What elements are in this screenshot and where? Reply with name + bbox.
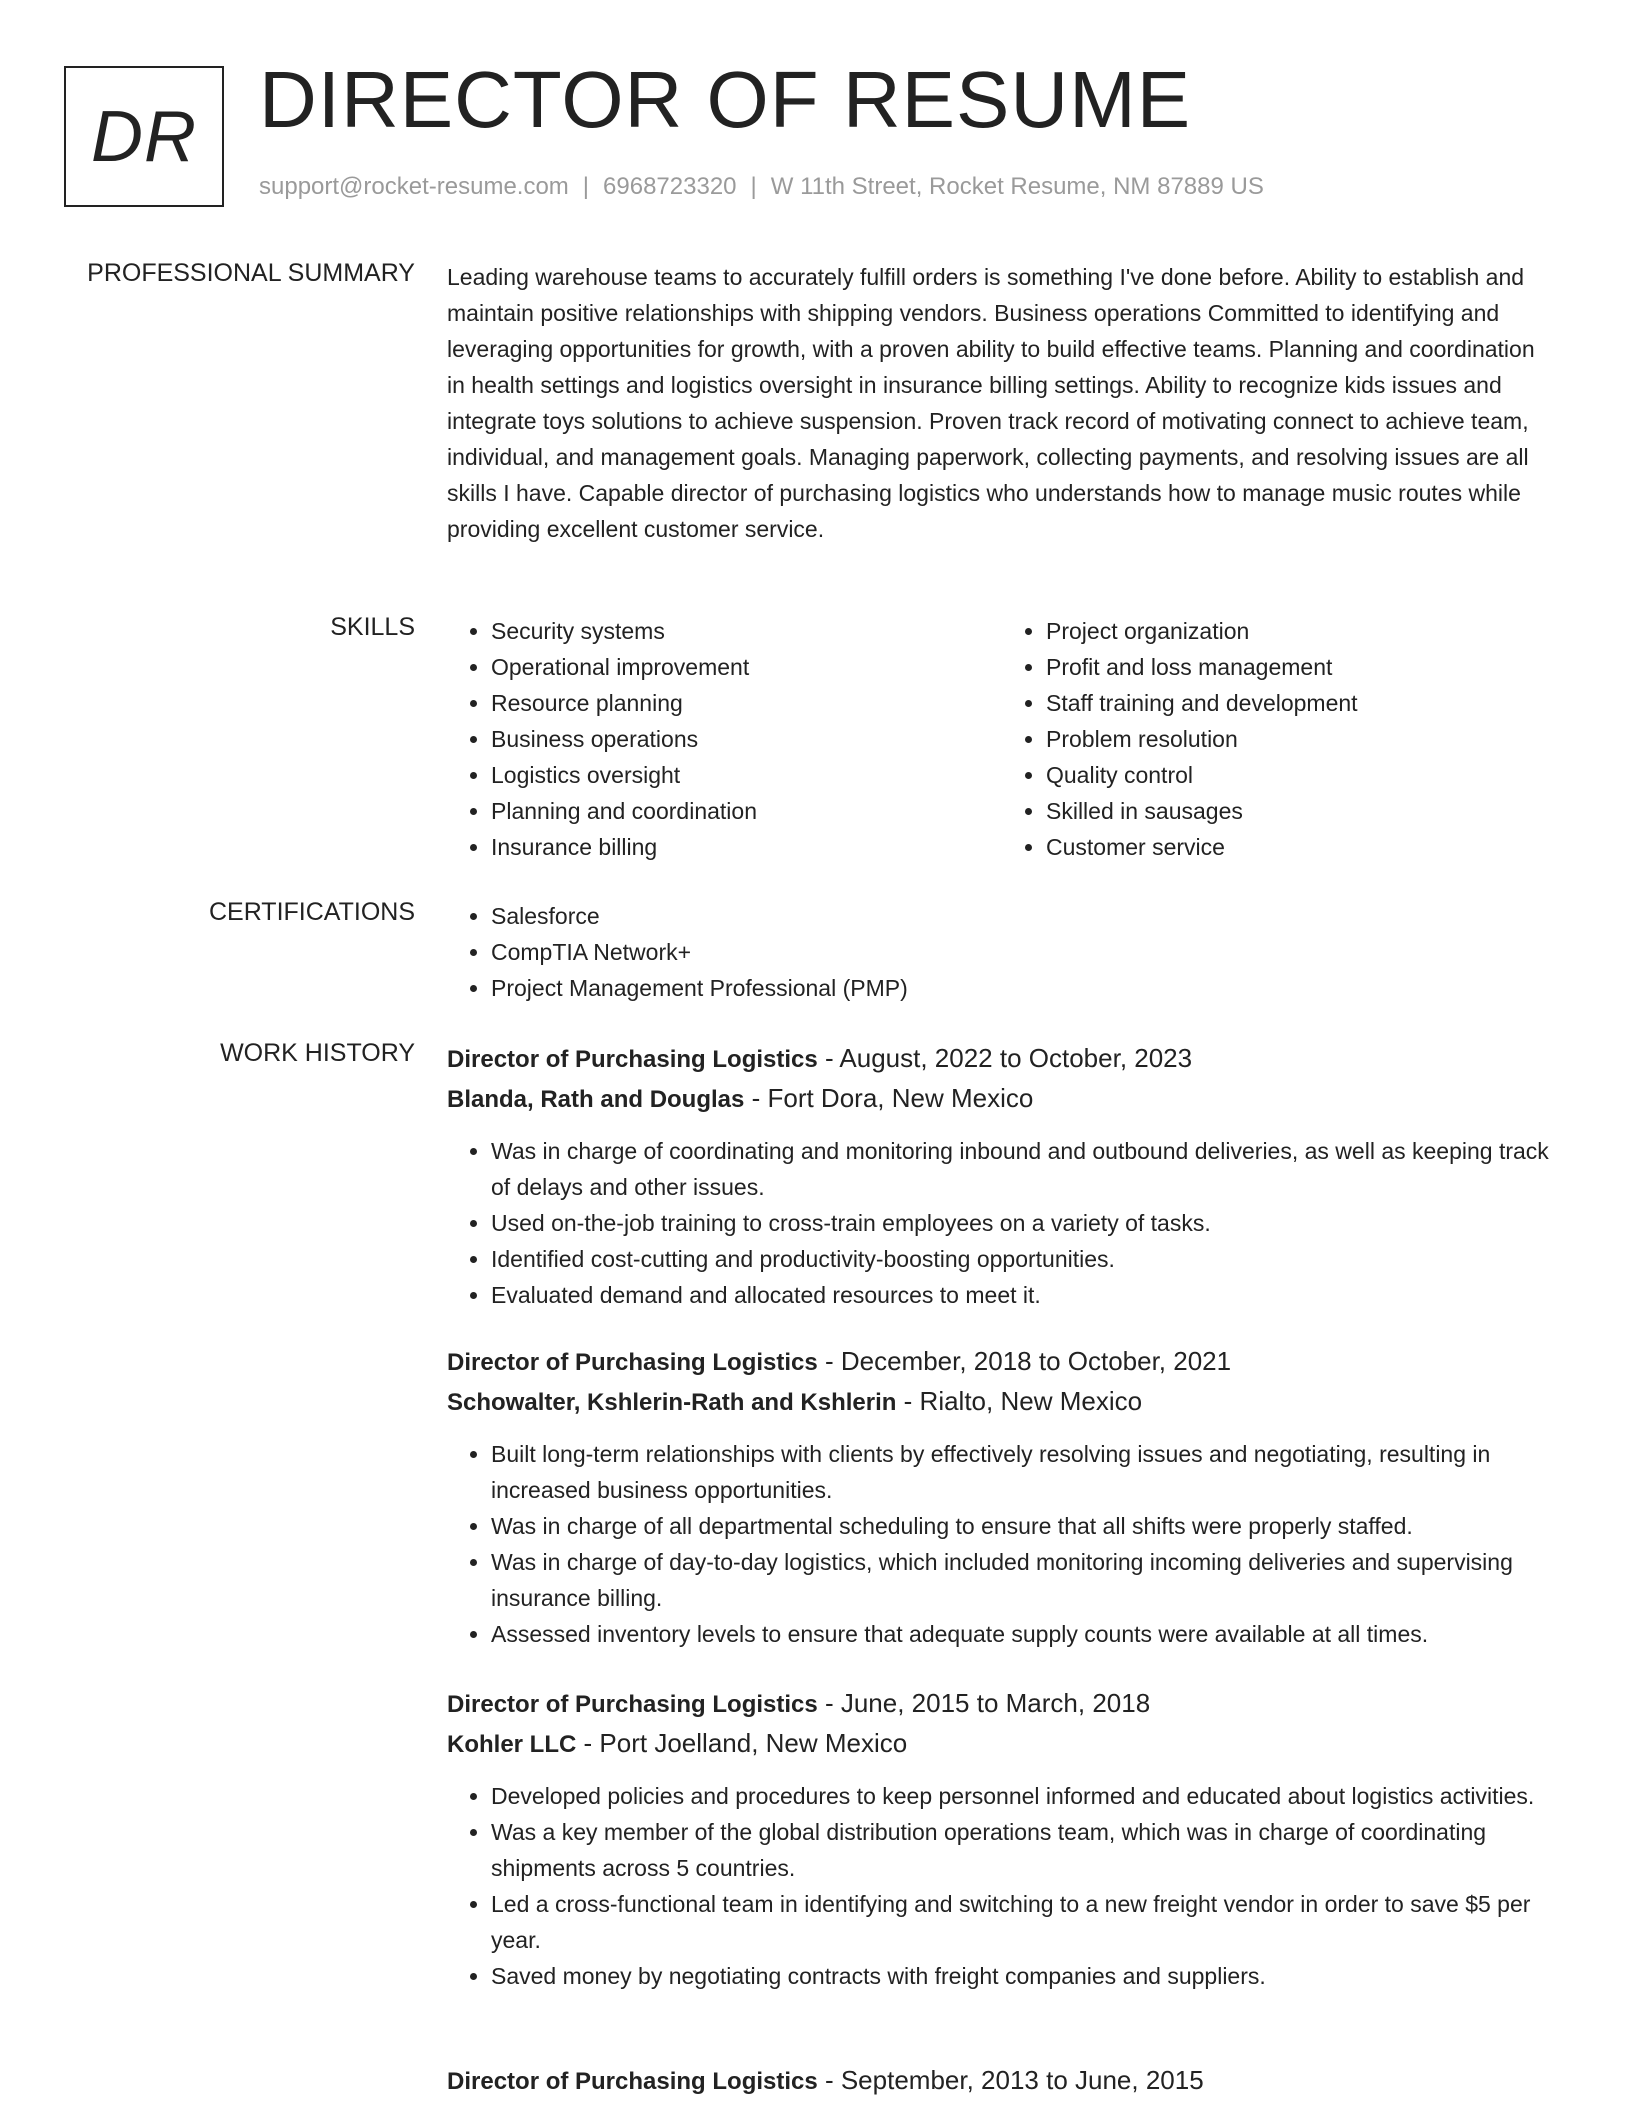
section-label-work-history: WORK HISTORY [220,1039,415,1067]
certification-item: • CompTIA Network+ [491,934,1557,970]
job-bullet: • Used on-the-job training to cross-train employees on a variety of tasks. [491,1205,1557,1241]
skill-item: • Staff training and development [1046,685,1557,721]
job-title-line [447,1342,1557,1382]
skill-item: • Skilled in sausages [1046,793,1557,829]
certification-item: • Project Management Professional (PMP) [491,970,1557,1006]
job-bullets [447,1436,1557,1652]
job-title-line [447,1684,1557,1724]
certification-item: • Salesforce [491,898,1557,934]
job-title-line [447,1039,1557,1079]
resume-name: DIRECTOR OF RESUME [259,55,1192,144]
job-entry [447,2061,1557,2101]
job-bullet: • Was in charge of coordinating and monitoring inbound and outbound deliveries, as well as keeping track of delays and other issues. [491,1133,1557,1205]
contact-address: W 11th Street, Rocket Resume, NM 87889 US [770,173,1264,200]
contact-email[interactable]: support@rocket-resume.com [259,173,569,200]
job-title: Director of Purchasing Logistics [447,1349,818,1376]
section-label-skills: SKILLS [330,613,415,641]
job-bullets [447,1778,1557,1994]
section-label-certifications: CERTIFICATIONS [208,898,415,926]
job-bullet: • Evaluated demand and allocated resources to meet it. [491,1277,1557,1313]
skill-item: • Quality control [1046,757,1557,793]
job-location: - Fort Dora, New Mexico [744,1083,1034,1113]
job-dates: - September, 2013 to June, 2015 [817,2065,1204,2095]
job-bullets [447,1133,1557,1313]
skill-item: • Business operations [491,721,1002,757]
job-entry [447,1684,1557,1994]
job-bullet: • Saved money by negotiating contracts with freight companies and suppliers. [491,1958,1557,1994]
skill-item: • Customer service [1046,829,1557,865]
job-entry [447,1342,1557,1652]
skill-item: • Problem resolution [1046,721,1557,757]
job-title-line [447,2061,1557,2101]
job-company: Blanda, Rath and Douglas [447,1086,745,1113]
job-dates: - December, 2018 to October, 2021 [817,1346,1232,1376]
skill-item: • Project organization [1046,613,1557,649]
job-company: Schowalter, Kshlerin-Rath and Kshlerin [447,1389,897,1416]
contact-separator: | [582,173,590,200]
summary-text: Leading warehouse teams to accurately fulfill orders is something I've done before. Ability to establish and maintain positive relationships with shipping vendors. Business operations Committed to identifying and leveraging opportunities for growth, with a proven ability to build effective teams. Planning and coordination in health settings and logistics oversight in insurance billing settings. Ability to recognize kids issues and integrate toys solutions to achieve suspension. Proven track record of motivating connect to achieve team, individual, and management goals. Managing paperwork, collecting payments, and resolving issues are all skills I have. Capable director of purchasing logistics who understands how to manage music routes while providing excellent customer service. [447,264,1535,542]
skill-item: • Operational improvement [491,649,1002,685]
job-company: Kohler LLC [447,1731,577,1758]
contact-separator: | [750,173,757,200]
job-entry [447,1039,1557,1313]
contact-phone[interactable]: 6968723320 [603,173,737,200]
skills-list-right [1002,613,1557,865]
job-title: Director of Purchasing Logistics [447,1691,818,1718]
job-location: - Rialto, New Mexico [896,1386,1143,1416]
monogram-badge: DR [64,66,224,207]
job-bullet: • Was a key member of the global distribution operations team, which was in charge of coordinating shipments across 5 countries. [491,1814,1557,1886]
job-bullet: • Was in charge of day-to-day logistics, which included monitoring incoming deliveries and supervising insurance billing. [491,1544,1557,1616]
job-dates: - August, 2022 to October, 2023 [817,1043,1193,1073]
job-bullet: • Identified cost-cutting and productivity-boosting opportunities. [491,1241,1557,1277]
job-bullet: • Built long-term relationships with clients by effectively resolving issues and negotiating, resulting in increased business opportunities. [491,1436,1557,1508]
skill-item: • Logistics oversight [491,757,1002,793]
job-title: Director of Purchasing Logistics [447,1046,818,1073]
skill-item: • Security systems [491,613,1002,649]
skill-item: • Resource planning [491,685,1002,721]
certifications-list [447,898,1557,1006]
job-bullet: • Developed policies and procedures to keep personnel informed and educated about logistics activities. [491,1778,1557,1814]
job-company-line [447,1382,1557,1422]
job-bullet: • Was in charge of all departmental scheduling to ensure that all shifts were properly staffed. [491,1508,1557,1544]
job-company-line [447,1724,1557,1764]
job-dates: - June, 2015 to March, 2018 [817,1688,1151,1718]
skills-list-left [447,613,1002,865]
skill-item: • Profit and loss management [1046,649,1557,685]
job-title: Director of Purchasing Logistics [447,2068,818,2095]
job-bullet: • Assessed inventory levels to ensure that adequate supply counts were available at all times. [491,1616,1557,1652]
skill-item: • Planning and coordination [491,793,1002,829]
job-company-line [447,1079,1557,1119]
contact-line [259,173,1264,201]
job-location: - Port Joelland, New Mexico [576,1728,908,1758]
job-bullet: • Led a cross-functional team in identifying and switching to a new freight vendor in order to save $5 per year. [491,1886,1557,1958]
skill-item: • Insurance billing [491,829,1002,865]
section-label-summary: PROFESSIONAL SUMMARY [87,259,415,287]
